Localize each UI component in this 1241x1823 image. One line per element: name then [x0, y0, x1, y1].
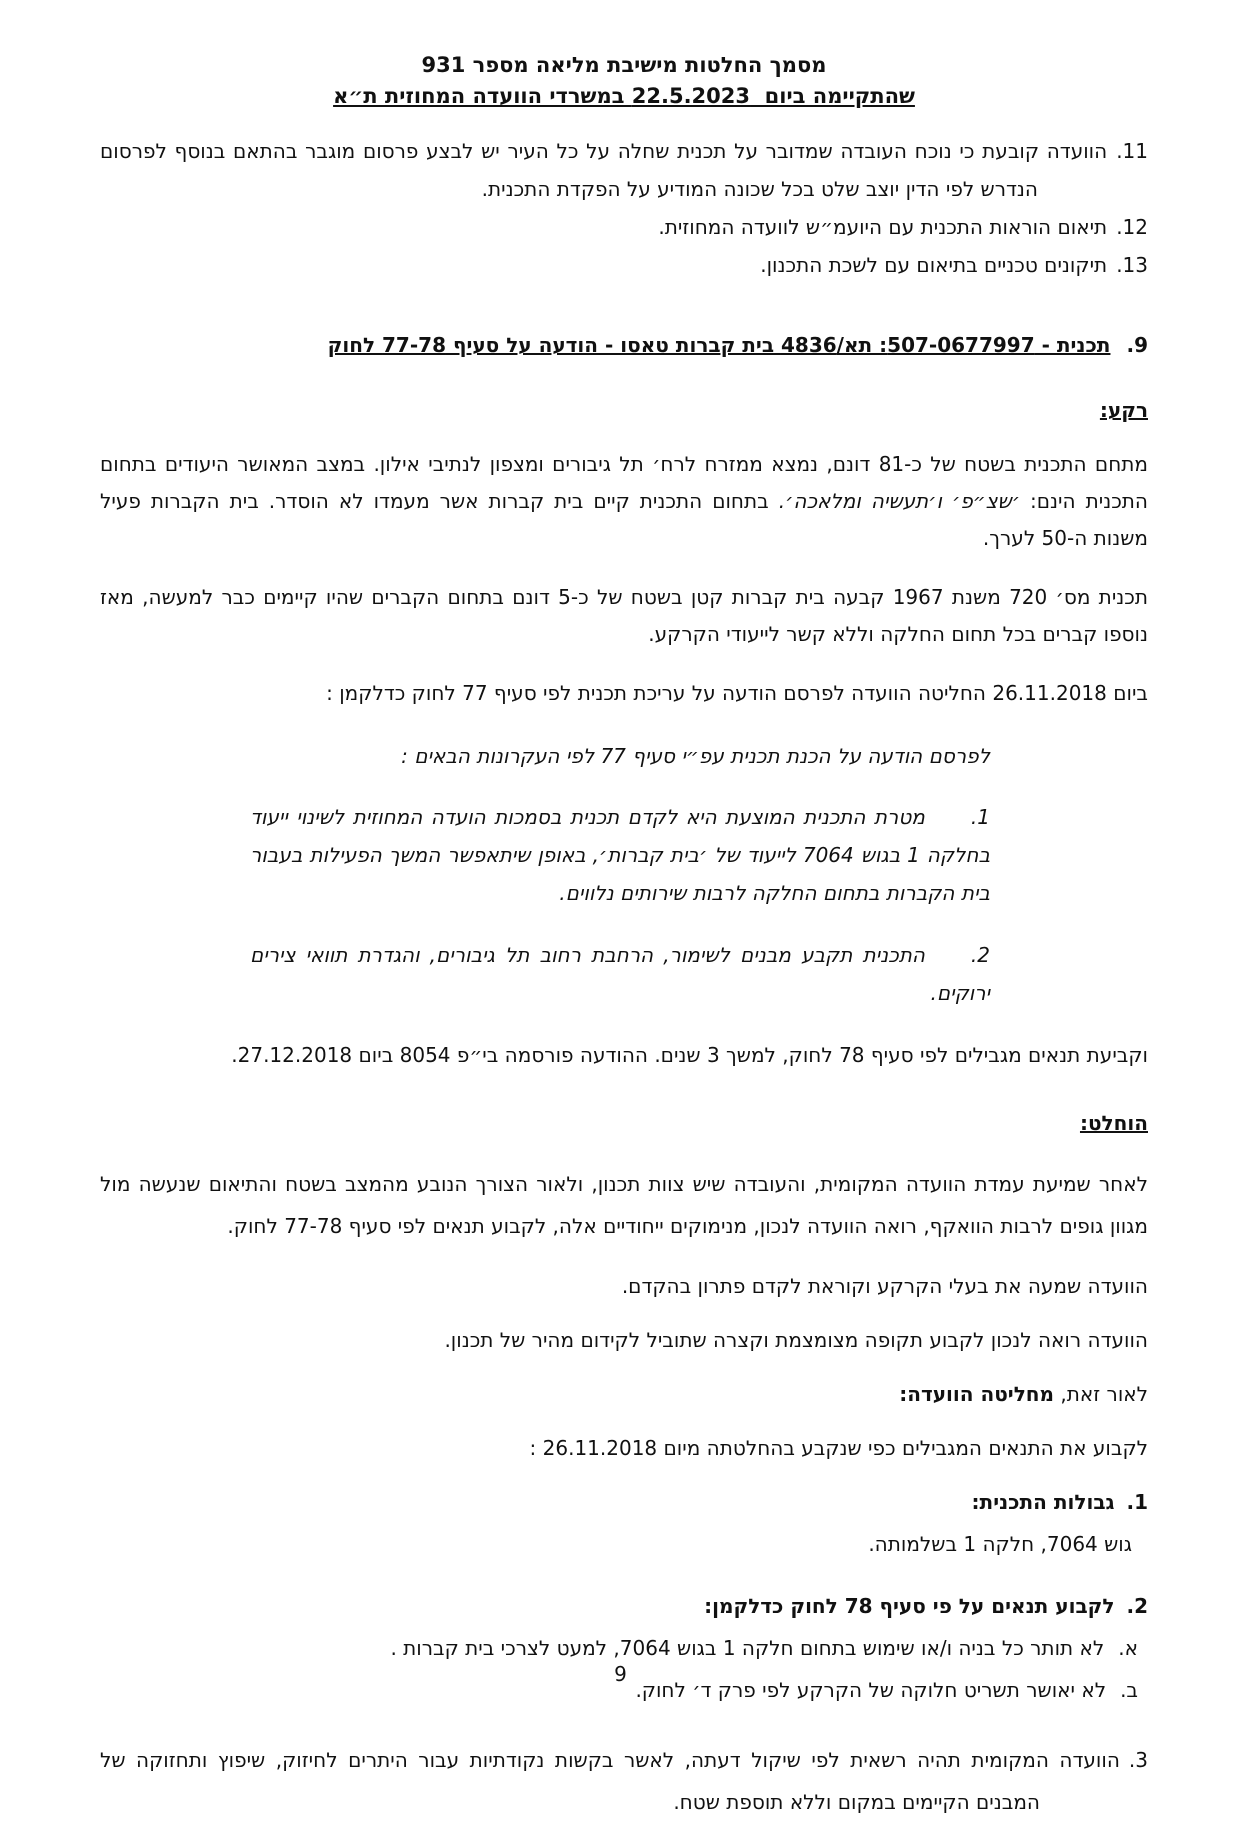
decision-item-1-number: 1. [1126, 1490, 1148, 1514]
decision-resolve-line [100, 1379, 1148, 1409]
document-header [100, 50, 1148, 112]
decision-paragraph-2: הוועדה שמעה את בעלי הקרקע וקוראת לקדם פתרון בהקדם. [621, 1274, 1148, 1298]
item-12-number: 12. [1116, 215, 1148, 239]
quote-item-2-number: 2. [970, 943, 990, 967]
decision-item-1 [100, 1487, 1148, 1559]
item-9-number: 9. [1126, 333, 1148, 357]
quote-item-1 [250, 798, 990, 912]
resolve-prefix: לאור זאת, [1054, 1382, 1148, 1406]
resolve-bold: מחליטה הוועדה: [899, 1382, 1055, 1406]
quote-item-2-text: התכנית תקבע מבנים לשימור, הרחבת רחוב תל גיבורים, והגדרת תוואי צירים ירוקים. [250, 943, 990, 1005]
item-13 [100, 246, 1148, 284]
item-9-heading [100, 330, 1148, 360]
item-9-title: תכנית - 507-0677997: תא/4836 בית קברות טאסו - הודעה על סעיף 77-78 לחוק [327, 333, 1111, 357]
decision-paragraph-3: הוועדה רואה לנכון לקבוע תקופה מצומצמת וקצרה שתוביל לקידום מהיר של תכנון. [444, 1328, 1148, 1352]
background-paragraph-1-italic: ׳שצ״פ׳ ו׳תעשיה ומלאכה׳. [778, 489, 1020, 513]
page-number: 9 [614, 1662, 627, 1686]
decision-item-3-number: 3. [1128, 1748, 1148, 1772]
subitem-b-text: לא יאושר תשריט חלוקה של הקרקע לפי פרק ד׳ לחוק. [635, 1678, 1107, 1702]
header-title-line2: שהתקיימה ביום 22.5.2023 במשרדי הוועדה המחוזית ת״א [333, 84, 915, 108]
decision-item-2 [100, 1591, 1148, 1705]
background-section [100, 396, 1148, 1073]
item-12 [100, 208, 1148, 246]
item-11 [100, 132, 1148, 208]
decision-item-2-number: 2. [1126, 1594, 1148, 1618]
quote-item-1-text: מטרת התכנית המוצעת היא לקדם תכנית בסמכות הועדה המחוזית לשינוי ייעוד בחלקה 1 בגוש 7064 לייעוד של ׳בית קברות׳, באופן שיתאפשר המשך הפעילות בעבור בית הקברות בתחום החלקה לרבות שירותים נלווים. [250, 805, 991, 905]
quote-intro: לפרסם הודעה על הכנת תכנית עפ״י סעיף 77 לפי העקרונות הבאים : [401, 744, 990, 768]
decision-item-1-title: גבולות התכנית: [971, 1490, 1115, 1514]
header-title-line1: מסמך החלטות מישיבת מליאה מספר 931 [421, 53, 827, 77]
background-paragraph-3: ביום 26.11.2018 החליטה הוועדה לפרסם הודעה על עריכת תכנית לפי סעיף 77 לחוק כדלקמן : [326, 681, 1148, 705]
subitem-b-letter: ב. [1120, 1678, 1138, 1702]
decision-item-1-content: גוש 7064, חלקה 1 בשלמותה. [868, 1532, 1132, 1556]
subitem-a-text: לא תותר כל בניה ו/או שימוש בתחום חלקה 1 בגוש 7064, למעט לצרכי בית קברות . [390, 1636, 1105, 1660]
item-13-text: תיקונים טכניים בתיאום עם לשכת התכנון. [760, 253, 1108, 277]
subitem-a-letter: א. [1118, 1636, 1138, 1660]
decision-heading: הוחלט: [1079, 1111, 1148, 1135]
background-paragraph-2: תכנית מס׳ 720 משנת 1967 קבעה בית קברות קטן בשטח של כ-5 דונם בתחום הקברים שהיו קיימים כבר למעשה, מאז נוספו קברים בכל תחום החלקה וללא קשר לייעודי הקרקע. [100, 585, 1149, 646]
item-11-number: 11. [1116, 139, 1148, 163]
item-12-text: תיאום הוראות התכנית עם היועמ״ש לוועדה המחוזית. [658, 215, 1108, 239]
background-paragraph-1-end: בתחום התכנית קיים בית קברות אשר מעמדו לא הוסדר. בית הקברות פעיל משנות ה-50 לערך. [100, 489, 1148, 550]
background-paragraph-4: וקביעת תנאים מגבילים לפי סעיף 78 לחוק, למשך 3 שנים. ההודעה פורסמה בי״פ 8054 ביום 27.12.2018. [231, 1043, 1148, 1067]
decision-paragraph-5: לקבוע את התנאים המגבילים כפי שנקבע בהחלטתה מיום 26.11.2018 : [529, 1436, 1148, 1460]
decision-paragraph-1: לאחר שמיעת עמדת הוועדה המקומית, והעובדה שיש צוות תכנון, ולאור הצורך הנובע מהמצב בשטח והתיאום שנעשה מול מגוון גופים לרבות הוואקף, רואה הוועדה לנכון, מנימוקים ייחודיים אלה, לקבוע תנאים לפי סעיף 77-78 לחוק. [100, 1172, 1148, 1238]
decision-section [100, 1109, 1148, 1823]
decision-item-2-title: לקבוע תנאים על פי סעיף 78 לחוק כדלקמן: [704, 1594, 1115, 1618]
item-13-number: 13. [1116, 253, 1148, 277]
quote-item-1-number: 1. [970, 805, 990, 829]
decision-item-2-subitem-a [100, 1633, 1138, 1663]
item-11-text: הוועדה קובעת כי נוכח העובדה שמדובר על תכנית שחלה על כל העיר יש לבצע פרסום מוגבר בהתאם בנוסף לפרסום הנדרש לפי הדין יוצב שלט בכל שכונה המודיע על הפקדת התכנית. [100, 139, 1108, 201]
decision-quote-block [250, 738, 990, 1012]
background-heading: רקע: [1099, 398, 1148, 422]
decision-item-3-text: הוועדה המקומית תהיה רשאית לפי שיקול דעתה, לאשר בקשות נקודתיות עבור היתרים לחיזוק, שיפוץ ותחזוקה של המבנים הקיימים במקום וללא תוספת שטח. [100, 1748, 1120, 1814]
numbered-items-list [100, 132, 1148, 284]
decision-item-3 [100, 1739, 1148, 1823]
background-paragraph-1-start: מתחם התכנית בשטח של כ-81 דונם, נמצא ממזרח לרח׳ תל גיבורים ומצפון לנתיבי אילון. במצב המאושר היעודים בתחום התכנית הינם: [100, 452, 1148, 513]
quote-item-2 [250, 936, 990, 1012]
background-paragraph-1 [100, 446, 1148, 557]
